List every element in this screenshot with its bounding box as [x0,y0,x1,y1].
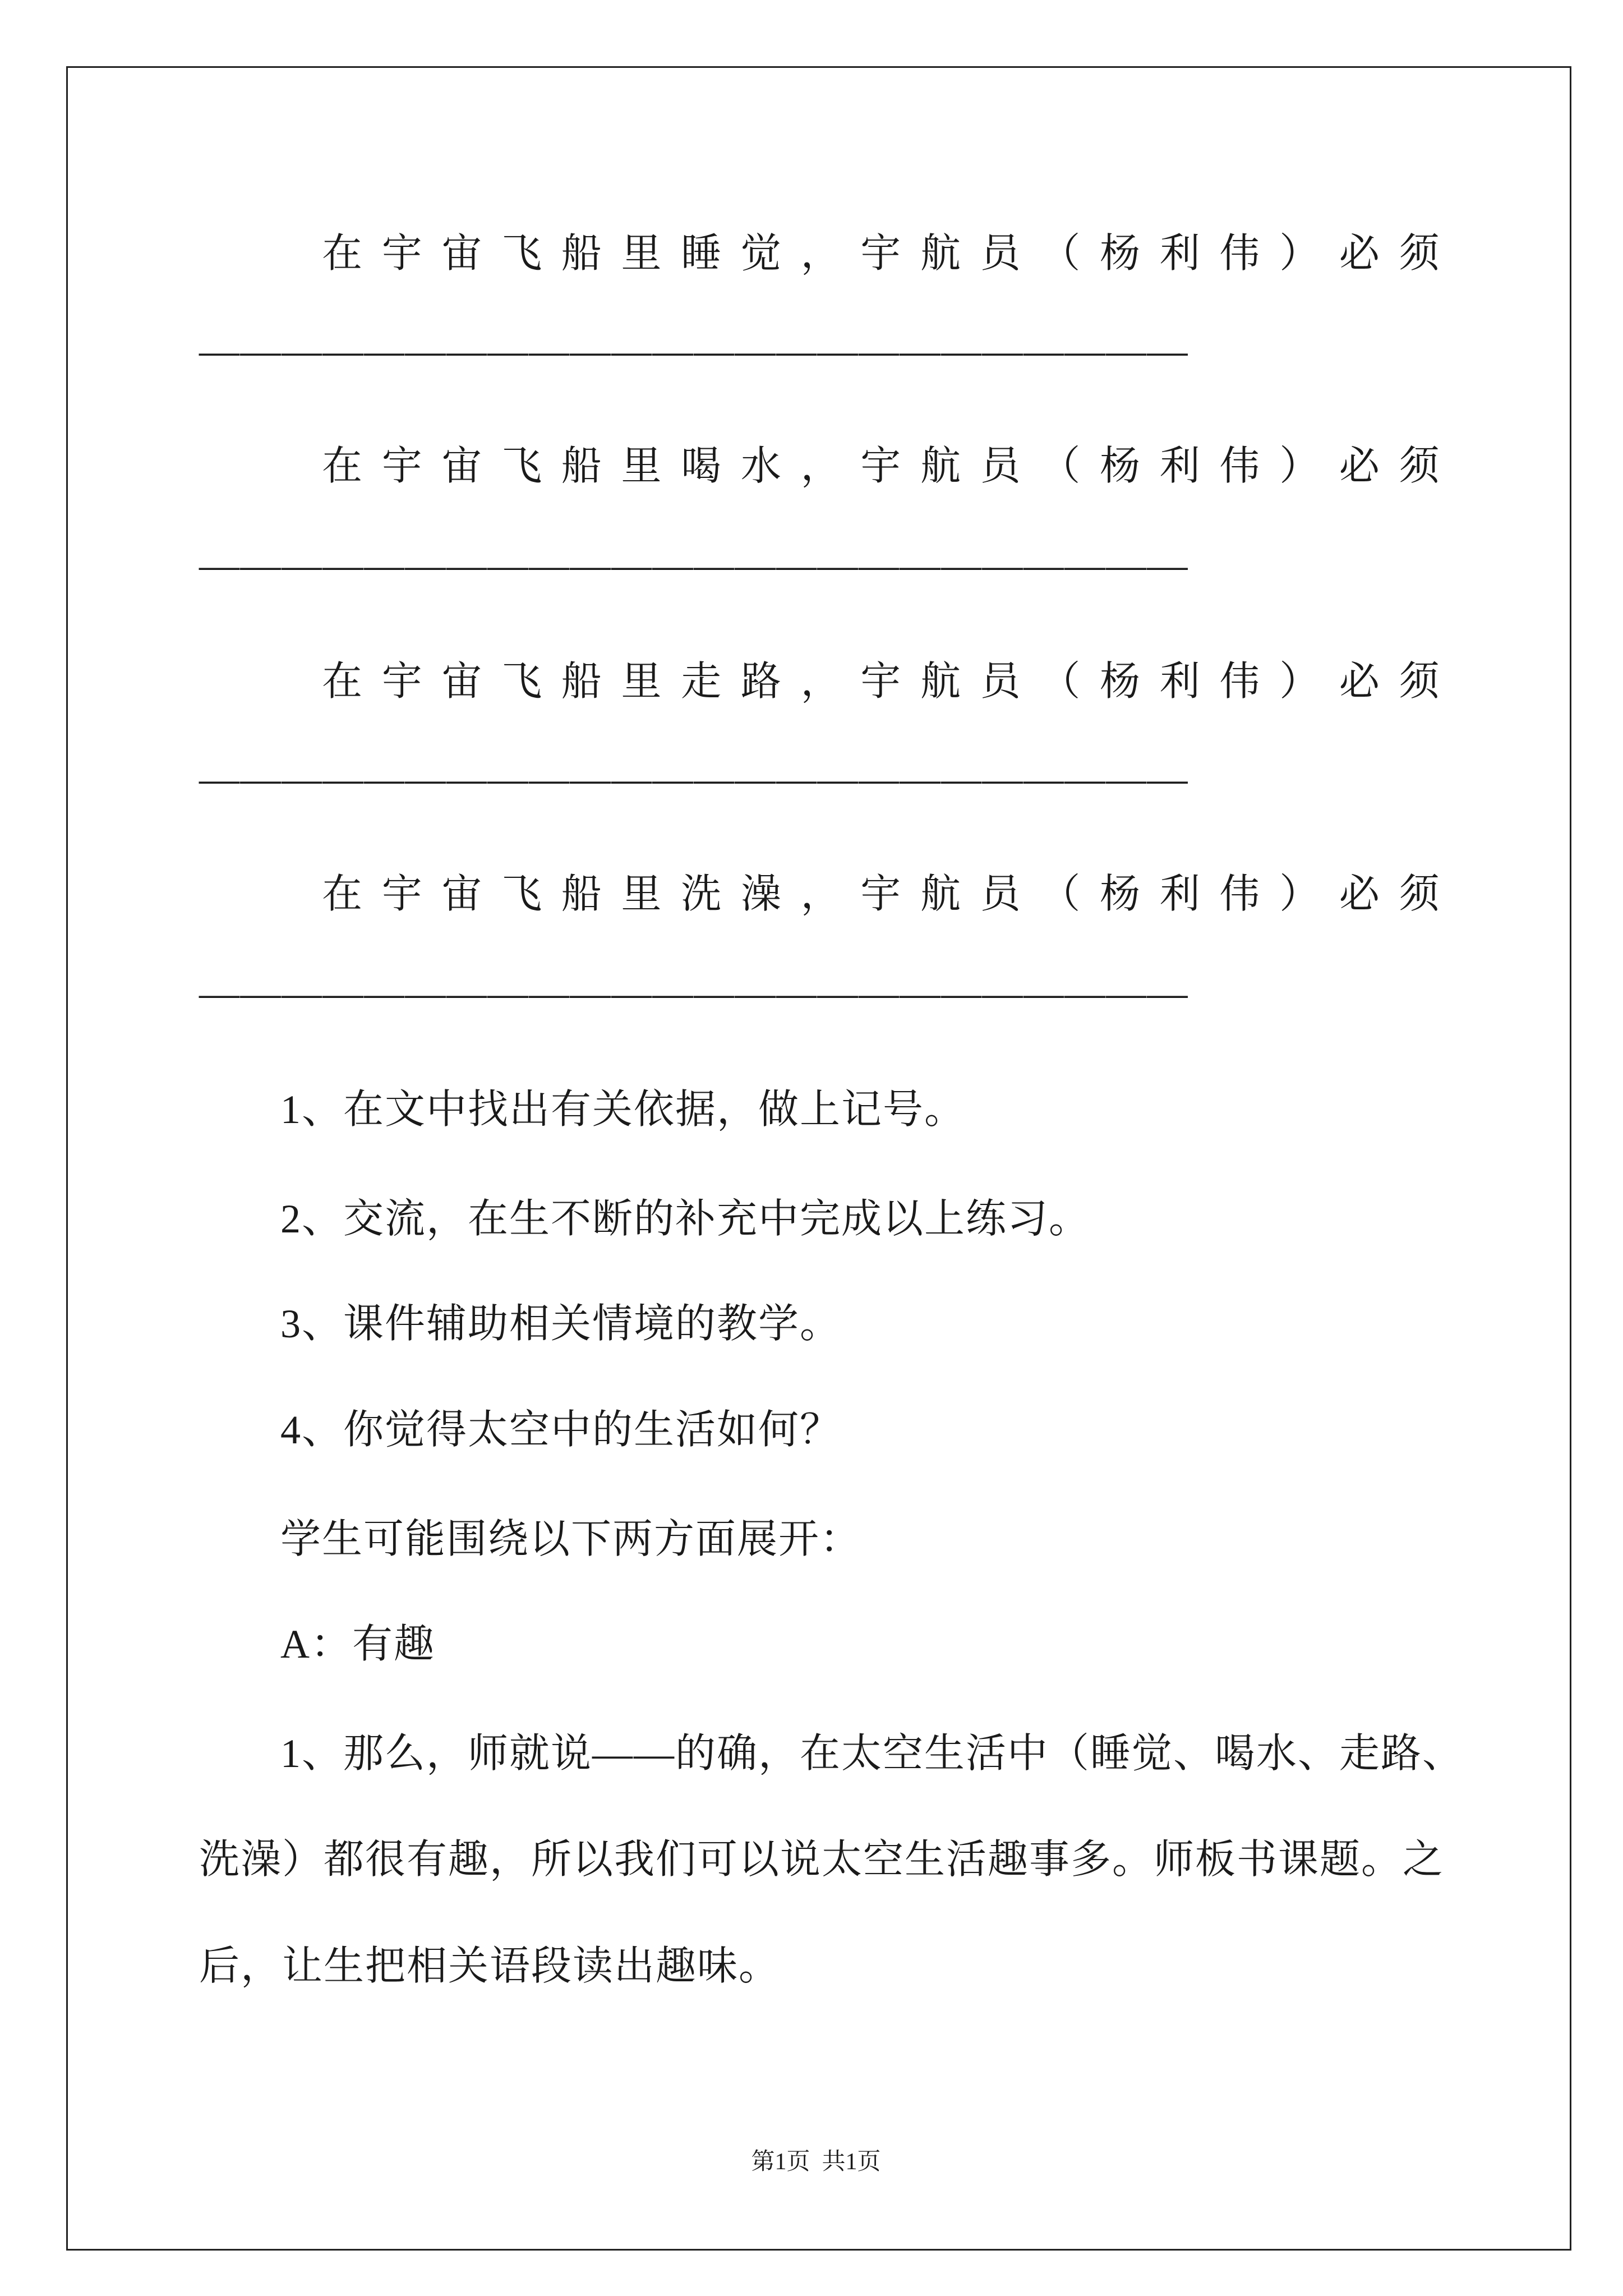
section-a-line-1: 1、那么，师就说——的确，在太空生活中（睡觉、喝水、走路、 [280,1731,1464,1776]
step-1: 1、在文中找出有关依据，做上记号。 [280,1087,966,1132]
fill-in-blank-sleep: ———————————————————————— [199,328,1188,373]
fill-in-blank-drink: ———————————————————————— [199,542,1188,587]
fill-in-prompt-bath: 在宇宙飞船里洗澡，宇航员（杨利伟）必须 [322,872,1459,917]
fill-in-blank-walk: ———————————————————————— [199,756,1188,801]
page-footer: 第1页 共1页 [751,2149,881,2175]
section-a-line-3: 后，让生把相关语段读出趣味。 [199,1944,781,1989]
step-3: 3、课件辅助相关情境的教学。 [280,1301,842,1346]
lead-paragraph: 学生可能围绕以下两方面展开： [280,1517,862,1562]
fill-in-prompt-drink: 在宇宙飞船里喝水，宇航员（杨利伟）必须 [322,444,1459,489]
section-a-line-2: 洗澡）都很有趣，所以我们可以说太空生活趣事多。师板书课题。之 [199,1837,1445,1882]
page-border [66,66,1571,2251]
fill-in-blank-bath: ———————————————————————— [199,970,1188,1015]
fill-in-prompt-walk: 在宇宙飞船里走路，宇航员（杨利伟）必须 [322,659,1459,704]
fill-in-prompt-sleep: 在宇宙飞船里睡觉，宇航员（杨利伟）必须 [322,231,1459,276]
step-2: 2、交流，在生不断的补充中完成以上练习。 [280,1197,1091,1241]
section-a-heading: A：有趣 [280,1622,435,1667]
step-4: 4、你觉得太空中的生活如何？ [280,1407,842,1452]
